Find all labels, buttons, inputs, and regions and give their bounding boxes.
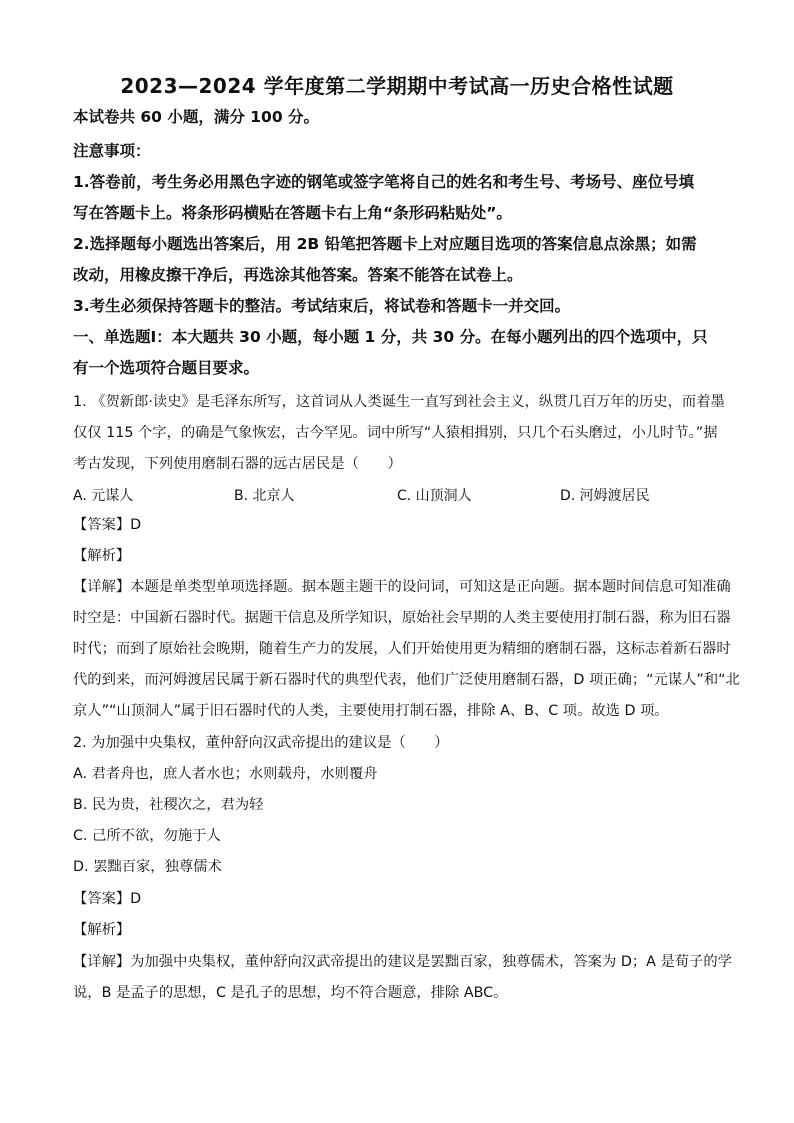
notice-2-line-2: 改动，用橡皮擦干净后，再选涂其他答案。答案不能答在试卷上。 [73,266,523,284]
q1-stem-line-1: 1. 《贺新郎·读史》是毛泽东所写，这首词从人类诞生一直写到社会主义，纵贯几百万年的历史，而着墨 [73,394,725,410]
section-heading-line-2: 有一个选项符合题目要求。 [73,359,260,377]
q2-stem: 2. 为加强中央集权，董仲舒向汉武帝提出的建议是（ ） [73,735,449,751]
notice-3: 3.考生必须保持答题卡的整洁。考试结束后，将试卷和答题卡一并交回。 [73,297,571,315]
q1-stem-line-3: 考古发现，下列使用磨制石器的远古居民是（ ） [73,456,402,472]
notice-1-line-2: 写在答题卡上。将条形码横贴在答题卡右上角“条形码粘贴处”。 [73,204,512,222]
q2-option-b: B. 民为贵，社稷次之，君为轻 [73,797,264,813]
q1-option-d: D. 河姆渡居民 [560,488,650,504]
q1-option-a: A. 元谋人 [73,488,134,504]
notice-2-line-1: 2.选择题每小题选出答案后，用 2B 铅笔把答题卡上对应题目选项的答案信息点涂黑；如需 [73,235,697,253]
q1-detail-line-4: 代的到来，而河姆渡居民属于新石器时代的典型代表，他们广泛使用磨制石器，D 项正确；“元谋人”和“北 [73,672,740,688]
q1-detail-line-3: 时代；而到了原始社会晚期，随着生产力的发展，人们开始使用更为精细的磨制石器，这标志着新石器时 [73,641,731,657]
q2-analysis-label: 【解析】 [73,922,131,938]
q2-option-c: C. 己所不欲，勿施于人 [73,828,221,844]
q2-option-d: D. 罢黜百家，独尊儒术 [73,859,222,875]
q1-option-c: C. 山顶洞人 [397,488,472,504]
q2-detail-line-2: 说，B 是孟子的思想，C 是孔子的思想，均不符合题意，排除 ABC。 [73,985,508,1001]
intro-text: 本试卷共 60 小题，满分 100 分。 [73,108,320,126]
notice-heading: 注意事项： [73,142,151,160]
q2-detail-line-1: 【详解】为加强中央集权，董仲舒向汉武帝提出的建议是罢黜百家，独尊儒术，答案为 D；A 是荀子的学 [73,954,732,970]
section-heading-line-1: 一、单选题Ⅰ：本大题共 30 小题，每小题 1 分，共 30 分。在每小题列出的四个选项中，只 [73,328,708,346]
q1-option-b: B. 北京人 [234,488,295,504]
q1-answer: 【答案】D [73,517,142,533]
page-title: 2023—2024 学年度第二学期期中考试高一历史合格性试题 [120,74,674,98]
q2-option-a: A. 君者舟也，庶人者水也；水则载舟，水则覆舟 [73,766,378,782]
notice-1-line-1: 1.答卷前，考生务必用黑色字迹的钢笔或签字笔将自己的姓名和考生号、考场号、座位号填 [73,173,695,191]
q1-analysis-label: 【解析】 [73,548,131,564]
q1-detail-line-5: 京人”“山顶洞人”属于旧石器时代的人类，主要使用打制石器，排除 A、B、C 项。故选 D 项。 [73,703,669,719]
q1-detail-line-2: 时空是：中国新石器时代。据题干信息及所学知识，原始社会早期的人类主要使用打制石器，称为旧石器 [73,610,731,626]
q1-detail-line-1: 【详解】本题是单类型单项选择题。据本题主题干的设问词，可知这是正向题。据本题时间信息可知准确 [73,579,731,595]
q2-answer: 【答案】D [73,891,142,907]
q1-stem-line-2: 仅仅 115 个字，的确是气象恢宏，古今罕见。词中所写“人猿相揖别，只几个石头磨过，小儿时节。”据 [73,425,718,441]
